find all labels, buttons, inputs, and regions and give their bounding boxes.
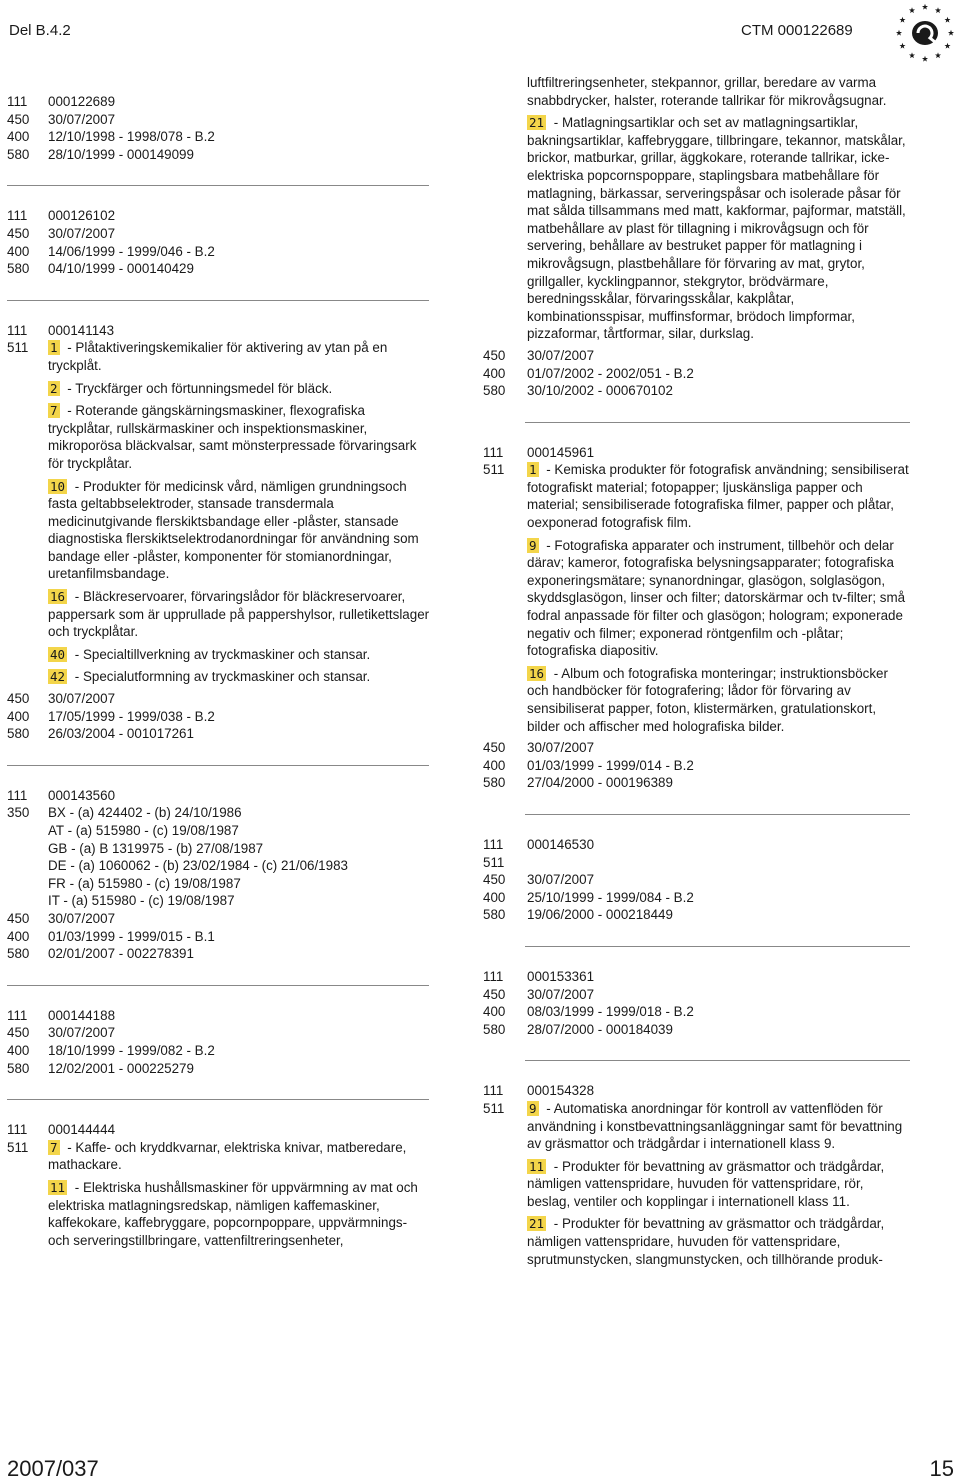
field-code: 511 — [483, 462, 505, 478]
field-row — [0, 260, 430, 278]
field-code: 400 — [7, 708, 30, 724]
field-value: 28/10/1999 - 000149099 — [48, 146, 194, 162]
field-row — [479, 836, 909, 854]
field-value — [527, 114, 909, 347]
left-column — [0, 93, 430, 1275]
field-row — [479, 871, 909, 889]
field-code: 111 — [7, 787, 28, 803]
class-number-badge: 10 — [50, 478, 66, 494]
field-code: 111 — [7, 208, 28, 224]
field-value: 27/04/2000 - 000196389 — [527, 775, 673, 791]
field-row — [479, 889, 909, 907]
goods-class-entry — [48, 402, 430, 472]
field-row — [479, 774, 909, 792]
field-code: 450 — [7, 691, 30, 707]
footer-issue-number: 2007/037 — [7, 1456, 99, 1482]
field-value: 30/07/2007 — [527, 347, 595, 363]
field-value: 30/07/2007 — [48, 225, 116, 241]
class-number-badge: 9 — [529, 1100, 537, 1116]
field-value: 000145961 — [527, 444, 595, 460]
star-icon — [944, 43, 950, 49]
field-code: 450 — [7, 910, 30, 926]
class-description: - Tryckfärger och förtunningsmedel för bläck. — [63, 380, 333, 396]
class-description: - Specialtillverkning av tryckmaskiner och stansar. — [71, 646, 371, 662]
field-value: 30/07/2007 — [48, 111, 116, 127]
priority-line: IT - (a) 515980 - (c) 19/08/1987 — [48, 893, 235, 909]
record-separator — [525, 1060, 910, 1061]
record-separator — [525, 946, 910, 947]
field-code — [479, 114, 527, 347]
field-code: 400 — [483, 889, 506, 905]
field-value: 000146530 — [527, 836, 595, 852]
priority-line: GB - (a) B 1319975 - (b) 27/08/1987 — [48, 840, 264, 856]
field-row — [0, 1007, 430, 1025]
field-code: 511 — [483, 854, 505, 870]
class-number-badge: 16 — [50, 589, 66, 605]
field-row — [0, 111, 430, 129]
star-icon — [896, 30, 902, 36]
field-code: 580 — [7, 146, 30, 162]
field-code: 580 — [483, 907, 506, 923]
field-row — [0, 725, 430, 743]
trademark-record — [0, 93, 430, 163]
field-code: 400 — [7, 928, 30, 944]
field-row — [479, 1082, 909, 1100]
field-row — [0, 1024, 430, 1042]
trademark-record — [0, 787, 430, 963]
class-description: - Produkter för bevattning av gräsmattor och trädgårdar, nämligen vattenspridare, huvuden för vattenspridare, sprutmunstycken, slangmunstycken, och tillhörande produk- — [527, 1216, 885, 1267]
goods-class-entry — [48, 588, 430, 641]
field-value: 18/10/1999 - 1999/082 - B.2 — [48, 1042, 215, 1058]
goods-class-entry — [48, 646, 430, 664]
field-code: 400 — [483, 757, 506, 773]
goods-class-entry — [527, 461, 909, 531]
star-icon — [899, 17, 905, 23]
field-code — [479, 74, 527, 114]
field-code: 450 — [483, 872, 506, 888]
continued-text: luftfiltreringsenheter, stekpannor, grillar, beredare av varma snabbdrycker, halster, roterande tallrikar för mikrovågsugnar. — [527, 75, 887, 108]
field-code: 111 — [7, 1122, 28, 1138]
field-value: 000154328 — [527, 1083, 595, 1099]
field-value: 02/01/2007 - 002278391 — [48, 946, 194, 962]
eu-emblem-icon — [892, 2, 958, 64]
field-code: 111 — [7, 1007, 28, 1023]
star-icon — [922, 4, 928, 10]
star-icon — [909, 7, 915, 13]
class-description: - Roterande gängskärningsmaskiner, flexografiska tryckplåtar, rullskärmaskiner och inspektionsmaskiner, mikroporösa bläckvalsar, samt mönsterpressade förvaringsark för tryckplåtar. — [48, 403, 417, 471]
field-row — [0, 928, 430, 946]
class-description: - Kemiska produkter för fotografisk användning; sensibiliserat fotografiskt material; fotopapper; ljuskänsliga papper och material; sensibiliserade fotografiska filmer, papper och plåtar, oexponerad fotografisk film. — [527, 462, 909, 531]
field-code: 400 — [7, 1042, 30, 1058]
field-row — [479, 854, 909, 872]
class-description: - Specialutformning av tryckmaskiner och stansar. — [71, 669, 371, 685]
field-value: 14/06/1999 - 1999/046 - B.2 — [48, 243, 215, 259]
priority-line: DE - (a) 1060062 - (b) 23/02/1984 - (c) 21/06/1983 — [48, 858, 348, 874]
field-row — [0, 910, 430, 928]
class-number-badge: 7 — [50, 403, 58, 419]
record-separator — [7, 300, 429, 301]
field-value: 000126102 — [48, 208, 116, 224]
field-row — [0, 322, 430, 340]
field-value: 000144188 — [48, 1007, 116, 1023]
goods-class-entry — [527, 537, 909, 660]
field-row — [0, 787, 430, 805]
star-icon — [944, 17, 950, 23]
record-separator — [7, 185, 429, 186]
field-value: 26/03/2004 - 001017261 — [48, 726, 194, 742]
class-description: - Produkter för medicinsk vård, nämligen grundningsoch fasta geltabbselektroder, stansade transdermala medicinutgivande flerskiktsbandage eller -plåster, stansade diagnostiska flerskiktselektrodanordningar för användning som bandage eller -plåster, komponenter för stomianordningar, uretanfilmsbandage. — [48, 478, 419, 582]
field-value: 04/10/1999 - 000140429 — [48, 261, 194, 277]
class-number-badge: 11 — [50, 1179, 66, 1195]
goods-class-entry — [48, 1179, 430, 1249]
goods-class-entry — [527, 1158, 909, 1211]
goods-class-entry — [527, 1215, 909, 1268]
field-row — [479, 444, 909, 462]
field-row — [479, 906, 909, 924]
field-row — [479, 757, 909, 775]
priority-line: AT - (a) 515980 - (c) 19/08/1987 — [48, 823, 239, 838]
field-value — [527, 1100, 909, 1272]
field-code: 400 — [7, 243, 30, 259]
class-description: - Produkter för bevattning av gräsmattor och trädgårdar, nämligen vattenspridare, huvuden för vattenspridare, rör, beslag, ventiler och kopplingar i internationell klass 11. — [527, 1158, 885, 1209]
field-row — [479, 1003, 909, 1021]
field-value — [48, 339, 430, 690]
field-value: 01/03/1999 - 1999/015 - B.1 — [48, 928, 215, 944]
class-description: - Matlagningsartiklar och set av matlagningsartiklar, bakningsartiklar, kaffebryggare, tillbringare, tekannor, matskålar, brickor, matburkar, grillar, äggkokare, roterande tallrikar, icke-elektriska popcornspoppare, staplingsbara matbehållare för matlagning, bärkassar, serveringspåsar och isolerade påsar för mat sålda tillsammans med matt, kakformar, pajformar, matställ, matbehållare av plast för tillagning i mikrovågsugn och för servering, behållare av bestruket papper för matlagning i mikrovågsugn, plastbehållare för förvaring av mat, grytor, grillgaller, kycklingpannor, stekgrytor, brödvärmare, beredningsskålar, förvaringsskålar, kakplåtar, kombinationsspisar, muffinsformar, brödoch limpformar, pizzaformar, tårtformar, silar, durkslag. — [527, 115, 906, 342]
star-icon — [935, 52, 941, 58]
class-number-badge: 21 — [529, 115, 545, 131]
record-separator — [525, 422, 910, 423]
field-code: 580 — [7, 1060, 30, 1076]
class-description: - Elektriska hushållsmaskiner för uppvärmning av mat och elektriska matlagningsredskap, nämligen kaffemaskiner, kaffekokare, kaffebryggare, popcornpoppare, uppvärmnings- och serveringstillbringare, vattenfiltreringsenheter, — [48, 1179, 418, 1248]
footer-page-number: 15 — [929, 1456, 954, 1482]
field-code: 511 — [7, 1139, 29, 1155]
field-code: 111 — [7, 94, 28, 109]
field-code: 580 — [7, 946, 30, 962]
goods-class-entry — [48, 668, 430, 686]
star-icon — [909, 52, 915, 58]
field-row — [479, 739, 909, 757]
goods-class-entry — [48, 380, 430, 398]
field-value: 000144444 — [48, 1122, 116, 1138]
field-row — [0, 1121, 430, 1139]
field-value — [527, 854, 909, 872]
star-icon — [948, 30, 954, 36]
right-column — [479, 74, 909, 1294]
field-row — [479, 347, 909, 365]
goods-class-entry — [527, 114, 909, 343]
class-number-badge: 40 — [50, 646, 66, 662]
record-separator — [7, 985, 429, 986]
trademark-record — [479, 1082, 909, 1272]
goods-class-entry — [48, 1139, 430, 1174]
priority-line: FR - (a) 515980 - (c) 19/08/1987 — [48, 875, 241, 891]
field-code: 111 — [483, 968, 504, 984]
trademark-record — [479, 968, 909, 1038]
field-code: 111 — [483, 836, 504, 852]
trademark-record — [0, 1121, 430, 1253]
field-value: 000153361 — [527, 968, 595, 984]
field-code: 580 — [483, 775, 506, 791]
class-description: - Plåtaktiveringskemikalier för aktivering av ytan på en tryckplåt. — [48, 340, 388, 373]
field-code: 450 — [7, 111, 30, 127]
field-value: 000143560 — [48, 787, 116, 803]
priority-line: BX - (a) 424402 - (b) 24/10/1986 — [48, 805, 242, 821]
field-code: 450 — [7, 225, 30, 241]
field-code: 111 — [7, 322, 28, 338]
field-value — [527, 74, 909, 114]
field-value: 28/07/2000 - 000184039 — [527, 1021, 673, 1037]
trademark-record — [0, 1007, 430, 1077]
field-row — [0, 1042, 430, 1060]
field-value: 01/03/1999 - 1999/014 - B.2 — [527, 757, 694, 773]
field-row — [479, 1021, 909, 1039]
star-icon — [935, 7, 941, 13]
field-row — [0, 146, 430, 164]
field-code: 400 — [483, 365, 506, 381]
field-code: 580 — [7, 261, 30, 277]
class-number-badge: 9 — [529, 537, 537, 553]
field-code: 400 — [7, 129, 30, 145]
field-code: 580 — [7, 726, 30, 742]
field-value: 12/02/2001 - 000225279 — [48, 1060, 194, 1076]
field-row — [479, 986, 909, 1004]
field-code: 450 — [483, 986, 506, 1002]
class-number-badge: 1 — [50, 340, 58, 356]
star-icon — [922, 56, 928, 62]
class-description: - Fotografiska apparater och instrument, tillbehör och delar därav; kameror, fotografiska belysningsapparater; fotografiska exponeringsmätare; synanordningar, glasögon, solglasögon, skyddsglasögon, linser och filter; datorskärmar och tv-filter; små fodral anpassade för filter och glasögon; hologram; exponerade negativ och filmer; exponerad röntgenfilm och -plåtar; fotografiska diapositiv. — [527, 537, 906, 659]
field-code: 350 — [7, 805, 30, 821]
field-row — [0, 945, 430, 963]
field-value — [48, 804, 430, 910]
star-icon — [899, 43, 905, 49]
field-row — [479, 382, 909, 400]
field-row — [479, 114, 909, 347]
field-value: 19/06/2000 - 000218449 — [527, 907, 673, 923]
field-row — [0, 225, 430, 243]
field-value: 30/07/2007 — [48, 691, 116, 707]
class-number-badge: 16 — [529, 665, 545, 681]
field-value: 30/07/2007 — [48, 1025, 116, 1041]
field-value: 000141143 — [48, 322, 115, 338]
class-description: - Bläckreservoarer, förvaringslådor för bläckreservoarer, pappersark som är upprullade på pappershylsor, rulletikettslager och tryckplåtar. — [48, 589, 430, 640]
goods-class-entry — [527, 1100, 909, 1153]
field-code: 450 — [483, 347, 506, 363]
class-description: - Album och fotografiska monteringar; instruktionsböcker och handböcker för fotografering; lådor för förvaring av sensibiliserat papper, foton, klistermärken, gratulationskort, bilder och affischer med holografiska bilder. — [527, 665, 888, 734]
field-row — [0, 339, 430, 690]
trademark-record — [0, 322, 430, 743]
field-code: 400 — [483, 1004, 506, 1020]
field-row — [0, 1139, 430, 1254]
goods-class-entry — [527, 665, 909, 735]
class-number-badge: 21 — [529, 1216, 545, 1232]
field-value: 30/10/2002 - 000670102 — [527, 383, 673, 399]
field-row — [479, 461, 909, 739]
field-value: 25/10/1999 - 1999/084 - B.2 — [527, 889, 694, 905]
header-section-label: Del B.4.2 — [9, 22, 71, 39]
trademark-record — [0, 207, 430, 277]
field-row — [479, 365, 909, 383]
class-description: - Automatiska anordningar för kontroll av vattenflöden för användning i konstbevattningsanläggningar samt för bevattning av gräsmattor och trädgårdar i internationell klass 9. — [527, 1100, 903, 1152]
goods-class-entry — [48, 339, 430, 374]
field-row — [479, 74, 909, 114]
field-row — [0, 690, 430, 708]
field-value: 12/10/1998 - 1998/078 - B.2 — [48, 129, 215, 145]
record-separator — [7, 765, 429, 766]
field-code: 580 — [483, 1021, 506, 1037]
record-separator — [7, 1099, 429, 1100]
field-value — [527, 461, 909, 739]
field-value: 08/03/1999 - 1999/018 - B.2 — [527, 1004, 694, 1020]
field-value: 30/07/2007 — [527, 872, 595, 888]
field-code: 111 — [483, 1083, 504, 1099]
field-code: 511 — [483, 1100, 505, 1116]
field-value: 17/05/1999 - 1999/038 - B.2 — [48, 708, 215, 724]
field-row — [0, 804, 430, 910]
field-row — [479, 1100, 909, 1272]
trademark-record — [479, 836, 909, 924]
class-number-badge: 11 — [529, 1158, 545, 1174]
field-row — [479, 968, 909, 986]
class-number-badge: 42 — [50, 669, 66, 685]
field-value: 01/07/2002 - 2002/051 - B.2 — [527, 365, 694, 381]
trademark-record — [479, 444, 909, 792]
field-code: 450 — [7, 1025, 30, 1041]
field-code: 450 — [483, 740, 506, 756]
field-row — [0, 708, 430, 726]
field-value: 30/07/2007 — [527, 740, 595, 756]
field-code: 511 — [7, 340, 29, 356]
field-row — [0, 243, 430, 261]
trademark-record — [479, 74, 909, 400]
class-number-badge: 7 — [50, 1139, 58, 1155]
header-trademark-number: CTM 000122689 — [741, 22, 853, 39]
field-row — [0, 207, 430, 225]
record-separator — [525, 814, 910, 815]
field-row — [0, 128, 430, 146]
field-value: 000122689 — [48, 94, 116, 109]
field-row — [0, 93, 430, 111]
field-value: 30/07/2007 — [48, 910, 116, 926]
class-description: - Kaffe- och kryddkvarnar, elektriska knivar, matberedare, mathackare. — [48, 1139, 407, 1173]
class-number-badge: 1 — [529, 462, 537, 478]
field-row — [0, 1060, 430, 1078]
field-value — [48, 1139, 430, 1254]
goods-class-entry — [48, 478, 430, 584]
field-value: 30/07/2007 — [527, 986, 595, 1002]
class-number-badge: 2 — [50, 380, 58, 396]
field-code: 580 — [483, 383, 506, 399]
field-code: 111 — [483, 444, 504, 460]
